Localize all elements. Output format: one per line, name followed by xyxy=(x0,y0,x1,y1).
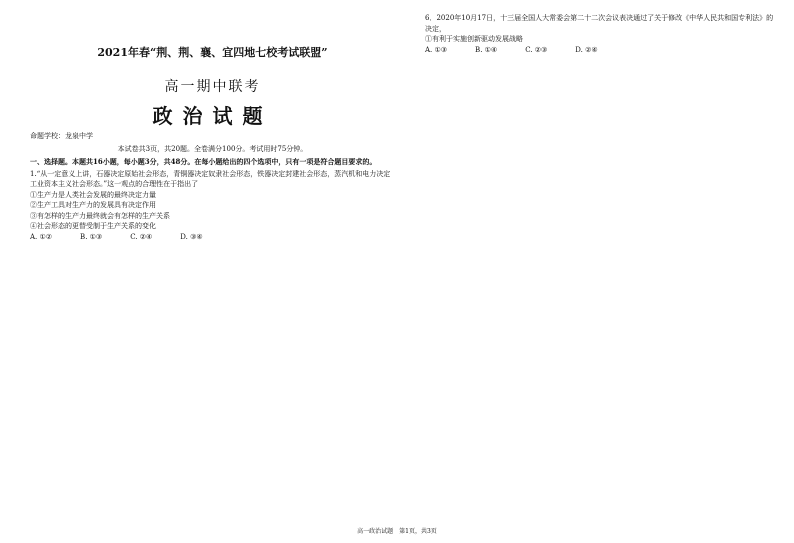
q6-stem: 6．2020年10月17日，十三届全国人大常委会第二十二次会议表决通过了关于修改《中华人民共和国专利法》的决定， xyxy=(425,14,774,33)
section-heading xyxy=(30,157,395,168)
q1-option-3: ③有怎样的生产力最终就会有怎样的生产关系 xyxy=(30,211,170,220)
question-6 xyxy=(425,13,775,55)
q6-option-1: ①有利于实施创新驱动发展战略 xyxy=(425,35,523,43)
paper-title: 政治试题 xyxy=(152,104,273,128)
q6-choices: A. ①③ B. ①④ C. ②③ D. ②④ xyxy=(425,45,598,54)
section-note: 本题共16小题，每小题3分，共48分。在每小题给出的四个选项中，只有一项是符合题目要求的。 xyxy=(72,157,377,166)
q1-choices: A. ①② B. ①③ C. ②④ D. ③④ xyxy=(30,232,203,241)
q1-option-1: ①生产力是人类社会发展的最终决定力量 xyxy=(30,190,156,199)
question-1 xyxy=(30,169,395,243)
page-footer: 高一政治试题 第1页，共3页 xyxy=(357,528,437,535)
exam-title: 2021年春“荆、荆、襄、宜四地七校考试联盟” xyxy=(97,46,328,59)
q1-option-4: ④社会形态的更替受制于生产关系的变化 xyxy=(30,222,156,230)
q1-stem: 1.“从一定意义上讲，石器决定原始社会形态，青铜器决定奴隶社会形态，铁器决定封建社会形态，蒸汽机和电力决定工业资本主义社会形态。”这一观点的合理性在于指出了 xyxy=(30,169,391,188)
school: 命题学校：龙泉中学 xyxy=(30,132,93,140)
section-label: 一、选择题。 xyxy=(30,157,72,166)
q1-option-2: ②生产工具对生产力的发展具有决定作用 xyxy=(30,201,156,209)
right-column xyxy=(425,12,775,55)
exam-subtitle: 高一期中联考 xyxy=(164,79,261,95)
exam-info: 本试卷共3页，共20题。全卷满分100分。考试用时75分钟。 xyxy=(117,145,308,153)
left-column xyxy=(30,0,395,242)
